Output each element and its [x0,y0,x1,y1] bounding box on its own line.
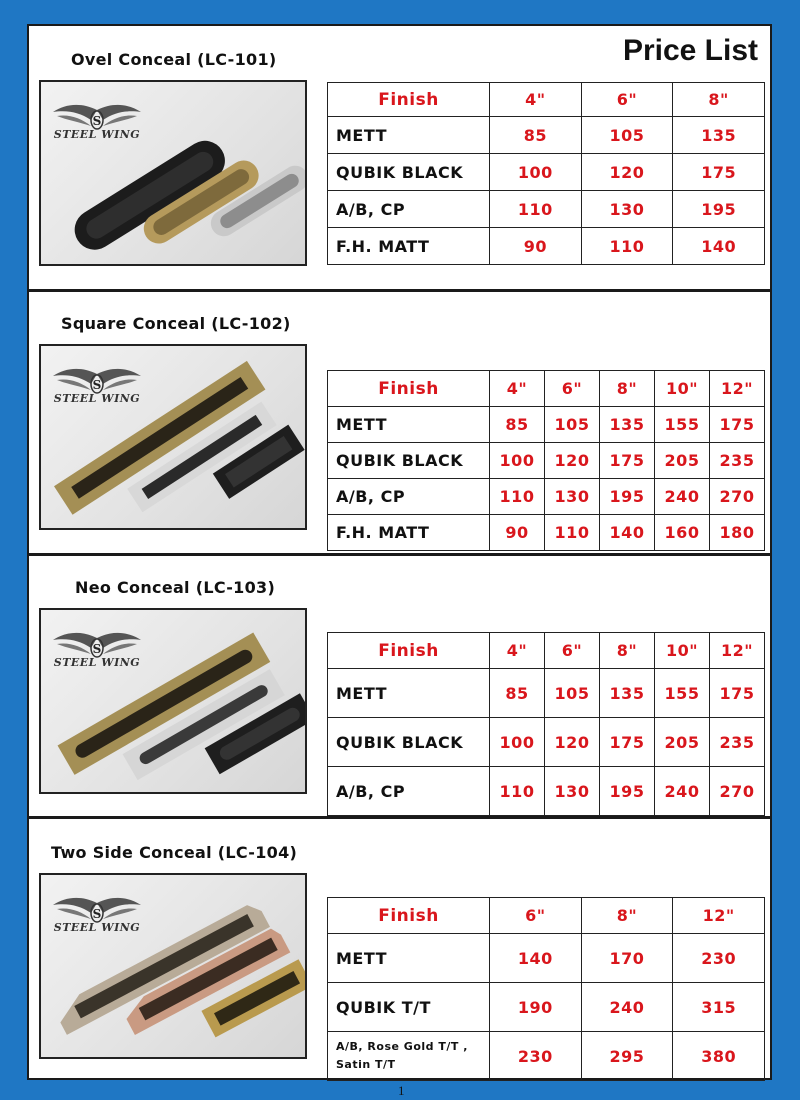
finish-name: A/B, CP [328,767,490,816]
header-size: 12" [710,371,765,407]
handle-illustration [41,875,305,1057]
finish-name: METT [328,407,490,443]
table-row [328,191,765,228]
table-row [328,515,765,551]
page-number: 1 [398,1083,405,1098]
header-size: 8" [581,898,673,934]
price-cell: 175 [600,718,655,767]
price-cell: 240 [655,479,710,515]
brand-name: STEEL WING [53,921,141,934]
brand-mark: S [92,907,102,921]
table-row [328,154,765,191]
product-photo [39,80,307,266]
price-cell: 85 [490,117,582,154]
header-size: 12" [673,898,765,934]
header-size: 4" [490,83,582,117]
price-cell: 135 [600,669,655,718]
price-cell: 120 [581,154,673,191]
section-title: Neo Conceal (LC-103) [75,578,276,597]
price-table-neo [327,632,765,816]
header-size: 12" [710,633,765,669]
header-size: 4" [490,633,545,669]
finish-name: F.H. MATT [328,228,490,265]
table-row [328,479,765,515]
finish-name: A/B, CP [328,479,490,515]
price-cell: 85 [490,407,545,443]
section-title: Square Conceal (LC-102) [61,314,291,333]
header-finish: Finish [328,83,490,117]
finish-name: QUBIK BLACK [328,443,490,479]
header-size: 6" [490,898,582,934]
product-photo [39,608,307,794]
price-cell: 170 [581,934,673,983]
table-row [328,1032,765,1081]
price-cell: 205 [655,443,710,479]
header-size: 10" [655,371,710,407]
price-table-square [327,370,765,551]
section-ovel-conceal [29,26,770,290]
price-cell: 160 [655,515,710,551]
header-finish: Finish [328,633,490,669]
brand-mark: S [92,642,102,656]
brand-mark: S [92,378,102,392]
price-cell: 240 [655,767,710,816]
handle-illustration [41,610,305,792]
price-cell: 120 [545,718,600,767]
finish-name: METT [328,669,490,718]
finish-name: QUBIK BLACK [328,154,490,191]
header-size: 6" [545,371,600,407]
page-title: Price List [622,34,758,67]
product-photo [39,873,307,1059]
price-cell: 110 [490,191,582,228]
price-cell: 175 [673,154,765,191]
section-title: Two Side Conceal (LC-104) [51,843,298,862]
table-row [328,117,765,154]
brand-name: STEEL WING [53,392,141,405]
table-row [328,407,765,443]
price-cell: 155 [655,669,710,718]
price-cell: 180 [710,515,765,551]
section-square-conceal [29,292,770,554]
price-cell: 175 [710,669,765,718]
handle-illustration [41,346,305,528]
header-size: 8" [600,371,655,407]
price-cell: 120 [545,443,600,479]
price-cell: 100 [490,718,545,767]
price-cell: 100 [490,443,545,479]
header-size: 6" [581,83,673,117]
price-cell: 230 [490,1032,582,1081]
header-size: 8" [673,83,765,117]
finish-name: QUBIK T/T [328,983,490,1032]
table-row [328,983,765,1032]
price-cell: 135 [673,117,765,154]
price-cell: 205 [655,718,710,767]
price-cell: 110 [490,767,545,816]
section-two-side-conceal [29,819,770,1078]
price-cell: 105 [545,407,600,443]
brand-name: STEEL WING [53,656,141,669]
header-size: 4" [490,371,545,407]
price-cell: 235 [710,443,765,479]
brand-name: STEEL WING [53,128,141,141]
price-cell: 240 [581,983,673,1032]
price-cell: 270 [710,479,765,515]
price-cell: 270 [710,767,765,816]
price-table-ovel [327,82,765,265]
price-list-page [27,24,772,1080]
header-size: 6" [545,633,600,669]
price-cell: 155 [655,407,710,443]
table-row [328,669,765,718]
price-cell: 295 [581,1032,673,1081]
header-finish: Finish [328,371,490,407]
finish-name: F.H. MATT [328,515,490,551]
price-cell: 135 [600,407,655,443]
price-cell: 195 [600,479,655,515]
finish-name: A/B, Rose Gold T/T , Satin T/T [328,1032,490,1081]
finish-name: METT [328,117,490,154]
price-cell: 190 [490,983,582,1032]
price-cell: 130 [581,191,673,228]
price-cell: 110 [545,515,600,551]
price-cell: 140 [490,934,582,983]
finish-name: A/B, CP [328,191,490,228]
section-title: Ovel Conceal (LC-101) [71,50,277,69]
price-cell: 175 [600,443,655,479]
price-cell: 140 [600,515,655,551]
header-finish: Finish [328,898,490,934]
price-cell: 110 [490,479,545,515]
price-table-two-side [327,897,765,1081]
price-cell: 105 [581,117,673,154]
handle-illustration [41,82,305,264]
price-cell: 90 [490,515,545,551]
header-size: 8" [600,633,655,669]
header-size: 10" [655,633,710,669]
price-cell: 130 [545,479,600,515]
section-neo-conceal [29,556,770,816]
price-cell: 100 [490,154,582,191]
price-cell: 140 [673,228,765,265]
price-cell: 90 [490,228,582,265]
price-cell: 195 [673,191,765,228]
price-cell: 130 [545,767,600,816]
product-photo [39,344,307,530]
price-cell: 380 [673,1032,765,1081]
price-cell: 230 [673,934,765,983]
finish-name: METT [328,934,490,983]
table-row [328,934,765,983]
price-cell: 105 [545,669,600,718]
price-cell: 195 [600,767,655,816]
finish-name: QUBIK BLACK [328,718,490,767]
price-cell: 315 [673,983,765,1032]
price-cell: 235 [710,718,765,767]
table-row [328,718,765,767]
brand-mark: S [92,114,102,128]
price-cell: 85 [490,669,545,718]
table-row [328,228,765,265]
table-row [328,767,765,816]
price-cell: 110 [581,228,673,265]
table-row [328,443,765,479]
price-cell: 175 [710,407,765,443]
